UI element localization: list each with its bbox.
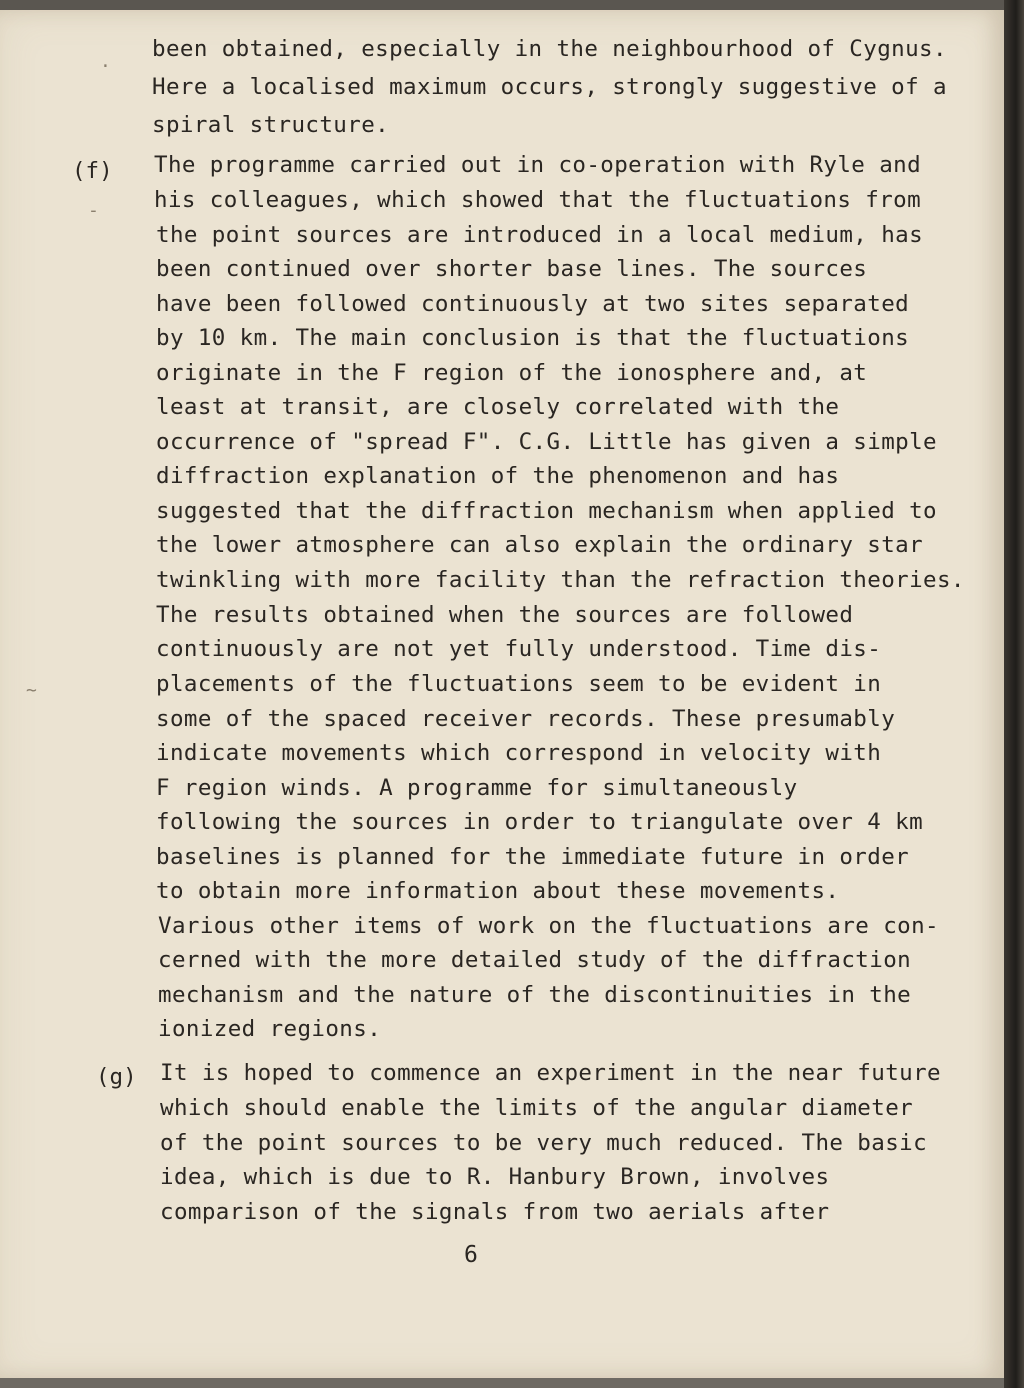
para-f-line-6: by 10 km. The main conclusion is that the fluctuations <box>156 325 910 351</box>
para-g-line-2: which should enable the limits of the angular diameter <box>160 1095 914 1121</box>
para-f-line-26: ionized regions. <box>158 1016 382 1042</box>
para-e-line-1: been obtained, especially in the neighbourhood of Cygnus. <box>152 36 947 62</box>
para-f-line-18: indicate movements which correspond in velocity with <box>156 740 882 766</box>
para-f-line-4: been continued over shorter base lines. The sources <box>156 256 868 282</box>
para-g-line-3: of the point sources to be very much reduced. The basic <box>160 1130 928 1156</box>
para-f-line-5: have been followed continuously at two sites separated <box>156 291 910 317</box>
scan-speck: · <box>100 56 111 77</box>
para-f-line-8: least at transit, are closely correlated with the <box>156 394 840 420</box>
book-binding-edge <box>1004 0 1024 1388</box>
para-f-line-2: his colleagues, which showed that the fluctuations from <box>154 187 922 213</box>
scan-top-edge <box>0 0 1024 10</box>
para-f-line-9: occurrence of "spread F". C.G. Little has given a simple <box>156 429 937 455</box>
para-g-label: (g) <box>96 1064 137 1090</box>
para-f-line-14: The results obtained when the sources are followed <box>156 602 854 628</box>
para-f-line-17: some of the spaced receiver records. These presumably <box>156 706 896 732</box>
para-e-line-2: Here a localised maximum occurs, strongly suggestive of a <box>152 74 947 100</box>
para-g-line-4: idea, which is due to R. Hanbury Brown, involves <box>160 1164 830 1190</box>
para-f-line-21: baselines is planned for the immediate future in order <box>156 844 910 870</box>
para-g-line-1: It is hoped to commence an experiment in the near future <box>160 1060 941 1086</box>
para-f-line-25: mechanism and the nature of the discontinuities in the <box>158 982 912 1008</box>
para-f-line-12: the lower atmosphere can also explain the ordinary star <box>156 532 924 558</box>
para-f-line-11: suggested that the diffraction mechanism when applied to <box>156 498 937 524</box>
para-f-line-24: cerned with the more detailed study of the diffraction <box>158 947 912 973</box>
para-f-line-16: placements of the fluctuations seem to be evident in <box>156 671 882 697</box>
para-f-line-19: F region winds. A programme for simultaneously <box>156 775 798 801</box>
para-f-line-15: continuously are not yet fully understood. Time dis- <box>156 636 882 662</box>
para-e-line-3: spiral structure. <box>152 112 390 138</box>
para-f-line-20: following the sources in order to triangulate over 4 km <box>156 809 924 835</box>
para-f-line-10: diffraction explanation of the phenomenon and has <box>156 463 840 489</box>
para-f-line-13: twinkling with more facility than the refraction theories. <box>156 567 965 593</box>
document-page <box>0 10 1004 1378</box>
page-number: 6 <box>464 1242 478 1268</box>
para-f-label: (f) <box>72 158 113 184</box>
para-f-line-3: the point sources are introduced in a local medium, has <box>156 222 924 248</box>
para-f-line-7: originate in the F region of the ionosphere and, at <box>156 360 868 386</box>
scan-speck: ~ <box>26 680 37 701</box>
para-g-line-5: comparison of the signals from two aerials after <box>160 1199 830 1225</box>
scan-speck: - <box>88 200 99 221</box>
para-f-line-22: to obtain more information about these movements. <box>156 878 840 904</box>
para-f-line-23: Various other items of work on the fluctuations are con- <box>158 913 939 939</box>
para-f-line-1: The programme carried out in co-operation with Ryle and <box>154 152 922 178</box>
